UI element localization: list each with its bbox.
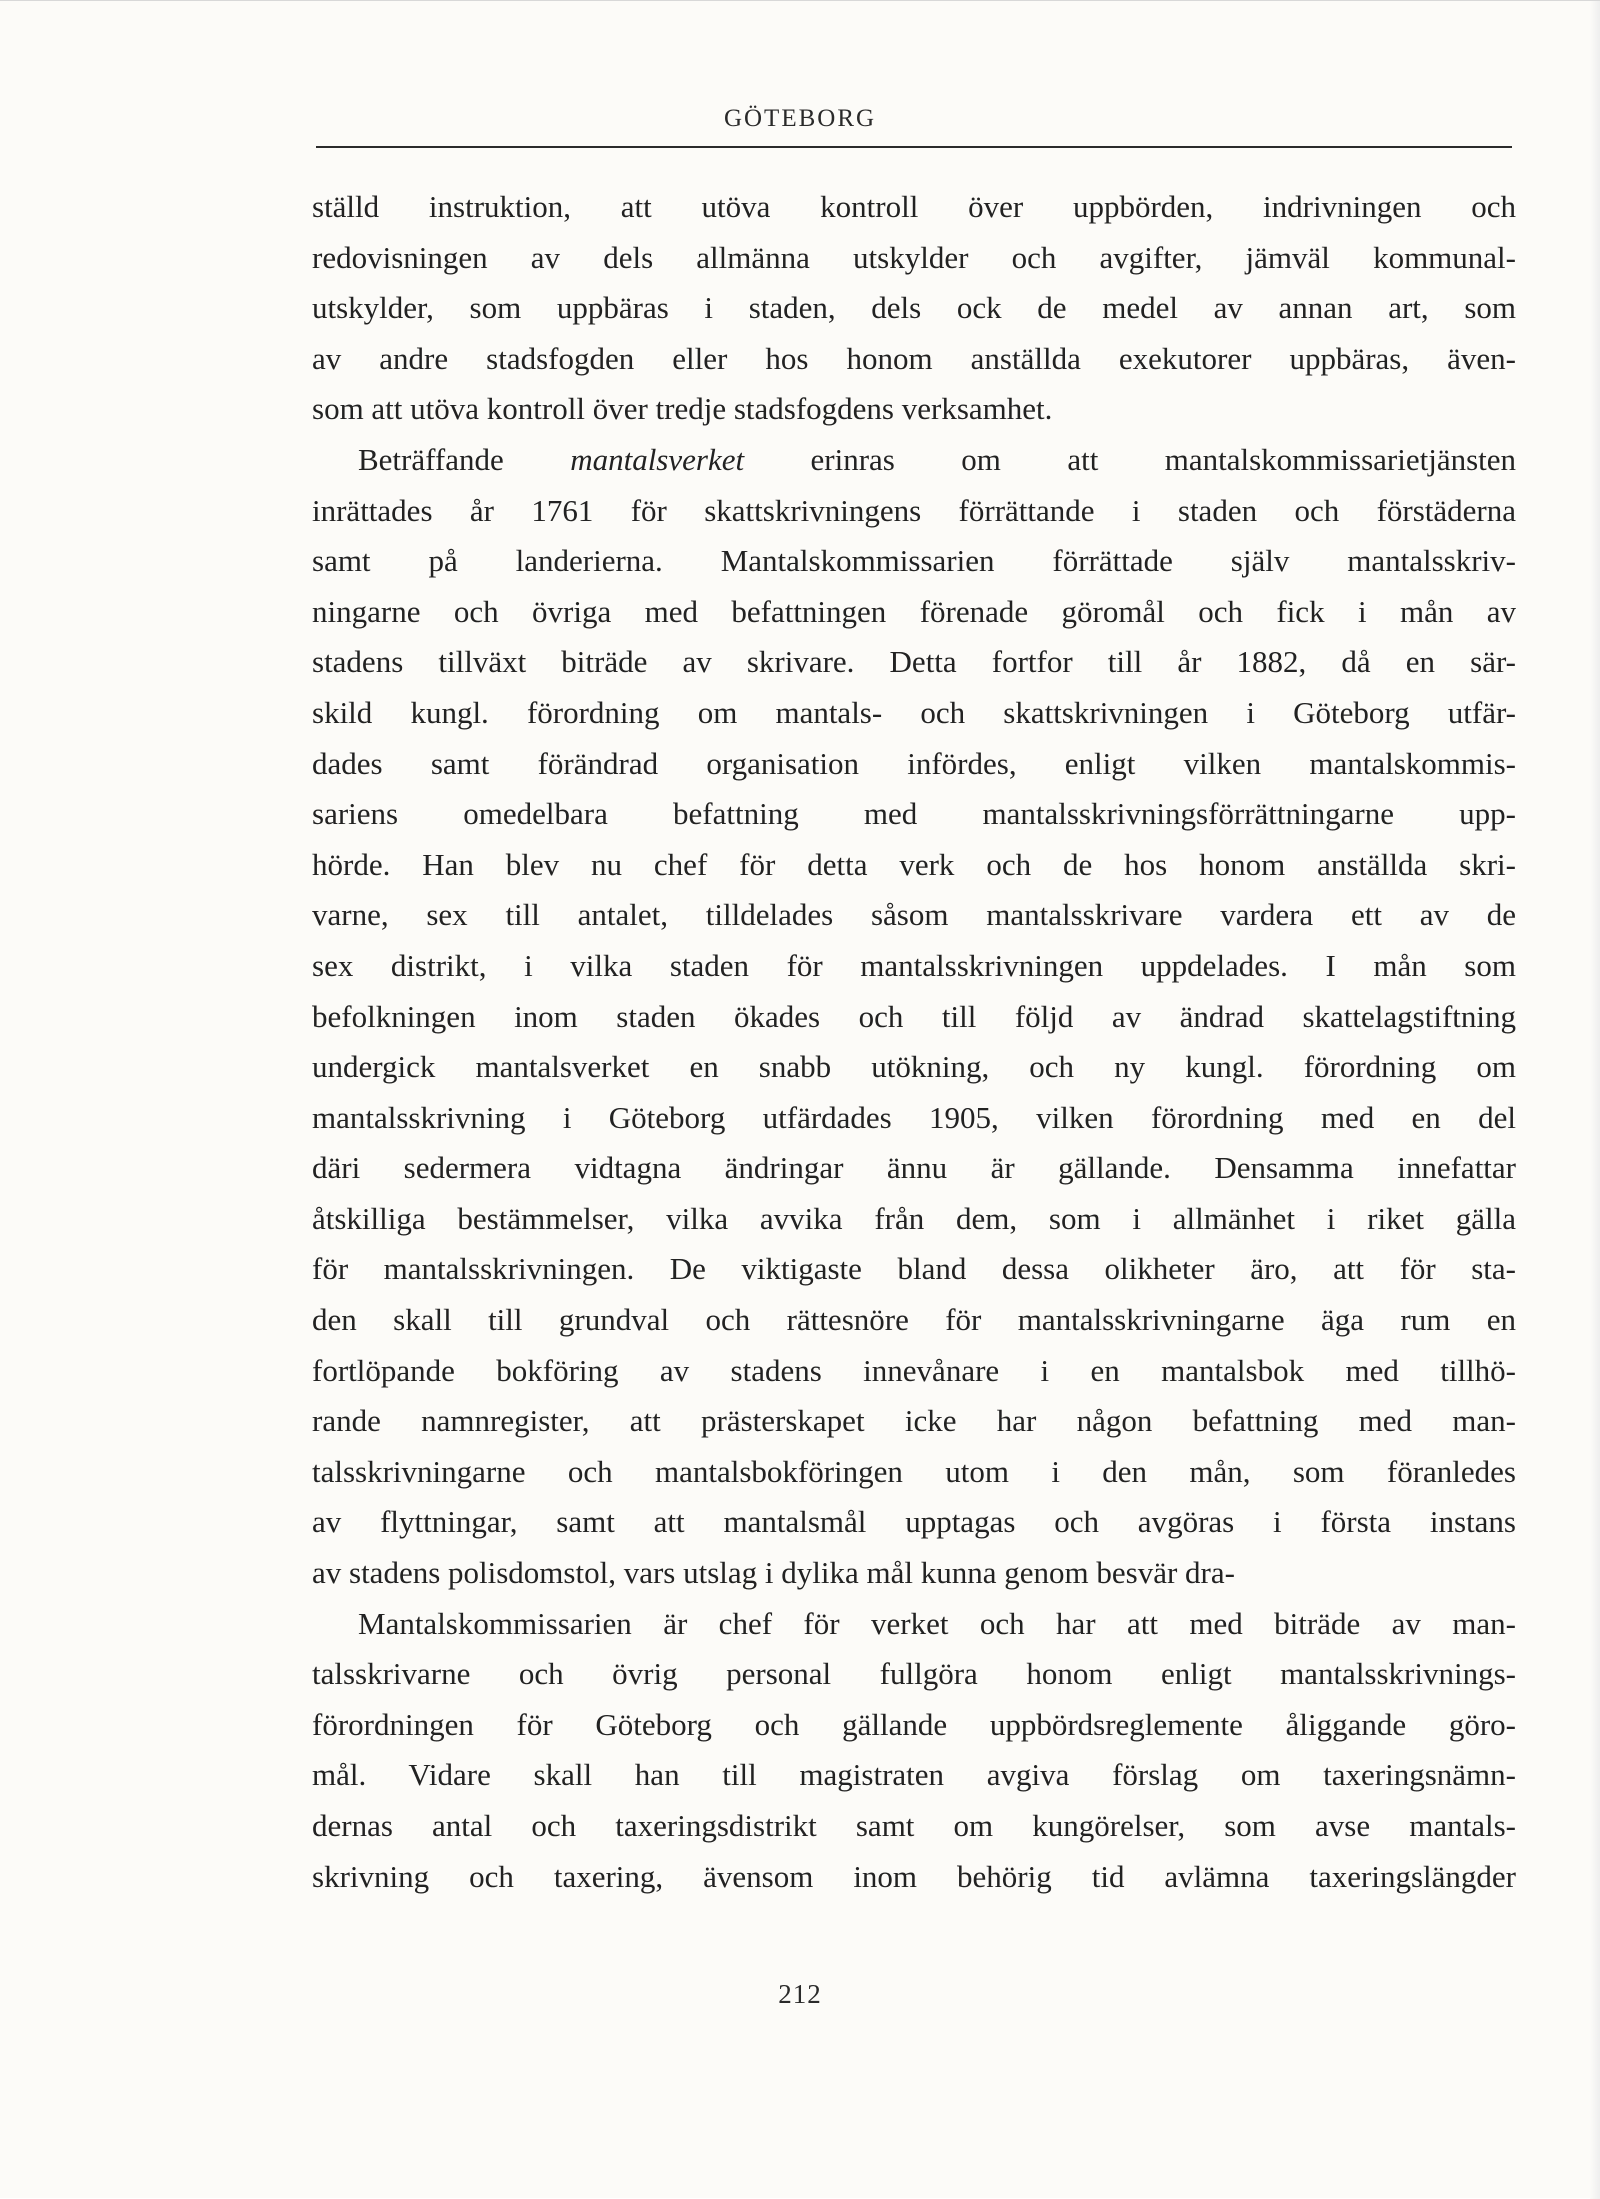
text-line: ningarne och övriga med befattningen förenade göromål och fick i mån av	[312, 593, 1516, 629]
text-line: av flyttningar, samt att mantalsmål upptagas och avgöras i första instans	[312, 1504, 1516, 1540]
page-number: 212	[778, 1979, 822, 2009]
text-line: Mantalskommissarien är chef för verket och har att med biträde av man-	[358, 1605, 1516, 1641]
text-line: av andre stadsfogden eller hos honom anställda exekutorer uppbäras, även-	[312, 340, 1516, 376]
text-line: talsskrivningarne och mantalsbokföringen utom i den mån, som föranledes	[312, 1453, 1516, 1489]
text-line: varne, sex till antalet, tilldelades såsom mantalsskrivare vardera ett av de	[312, 897, 1516, 933]
text-line: förordningen för Göteborg och gällande uppbördsreglemente åliggande göro-	[312, 1706, 1516, 1742]
text-line: ställd instruktion, att utöva kontroll över uppbörden, indrivningen och	[312, 189, 1516, 224]
text-line: dernas antal och taxeringsdistrikt samt om kungörelser, som avse mantals-	[312, 1808, 1516, 1843]
paragraph-3	[312, 1599, 1516, 1903]
text-line: sex distrikt, i vilka staden för mantalsskrivningen uppdelades. I mån som	[312, 947, 1516, 983]
text-line: av stadens polisdomstol, vars utslag i dylika mål kunna genom besvär dra-	[312, 1555, 1235, 1591]
text-line: mantalsskrivning i Göteborg utfärdades 1905, vilken förordning med en del	[312, 1099, 1516, 1135]
running-head: GÖTEBORG	[723, 105, 877, 132]
text-line: som att utöva kontroll över tredje stadsfogdens verksamhet.	[312, 391, 1053, 427]
text-line: befolkningen inom staden ökades och till följd av ändrad skattelagstiftning	[312, 998, 1516, 1034]
text-line: inrättades år 1761 för skattskrivningens förrättande i staden och förstäderna	[312, 492, 1516, 528]
text-line: redovisningen av dels allmänna utskylder och avgifter, jämväl kommunal-	[312, 239, 1516, 275]
text-line-first	[312, 435, 1516, 486]
text-line: stadens tillväxt biträde av skrivare. Detta fortfor till år 1882, då en sär-	[312, 644, 1516, 680]
paragraph-2	[312, 435, 1516, 1599]
text-line: fortlöpande bokföring av stadens innevånare i en mantalsbok med tillhö-	[312, 1352, 1516, 1388]
text-line: däri sedermera vidtagna ändringar ännu är gällande. Densamma innefattar	[312, 1150, 1516, 1186]
text-line: utskylder, som uppbäras i staden, dels ock de medel av annan art, som	[312, 290, 1516, 326]
text-line: undergick mantalsverket en snabb utökning, och ny kungl. förordning om	[312, 1049, 1516, 1085]
text-line: hörde. Han blev nu chef för detta verk och de hos honom anställda skri-	[312, 846, 1516, 882]
text-line: rande namnregister, att prästerskapet icke har någon befattning med man-	[312, 1403, 1516, 1439]
text-line: samt på landerierna. Mantalskommissarien förrättade själv mantalsskriv-	[312, 543, 1516, 579]
header-rule	[316, 146, 1512, 148]
text-line: den skall till grundval och rättesnöre för mantalsskrivningarne äga rum en	[312, 1302, 1516, 1338]
text-line: talsskrivarne och övrig personal fullgöra honom enligt mantalsskrivnings-	[312, 1656, 1516, 1692]
text-line: sariens omedelbara befattning med mantalsskrivningsförrättningarne upp-	[312, 796, 1516, 832]
text-line: skrivning och taxering, ävensom inom behörig tid avlämna taxeringslängder	[312, 1858, 1516, 1894]
text-line: dades samt förändrad organisation infördes, enligt vilken mantalskommis-	[312, 745, 1516, 781]
text-line: mål. Vidare skall han till magistraten avgiva förslag om taxeringsnämn-	[312, 1757, 1516, 1793]
page-edge-shadow	[1590, 1, 1600, 2199]
text-fragment: Beträffande	[358, 441, 504, 477]
italic-term: mantalsverket	[570, 441, 745, 477]
text-line: för mantalsskrivningen. De viktigaste bland dessa olikheter äro, att för sta-	[312, 1251, 1516, 1287]
text-line: skild kungl. förordning om mantals- och skattskrivningen i Göteborg utfär-	[312, 694, 1516, 730]
text-fragment: erinras om att mantalskommissarietjänsten	[810, 441, 1517, 477]
paragraph-1	[312, 182, 1516, 435]
text-line: åtskilliga bestämmelser, vilka avvika från dem, som i allmänhet i riket gälla	[312, 1200, 1516, 1236]
body-text	[312, 182, 1516, 1902]
